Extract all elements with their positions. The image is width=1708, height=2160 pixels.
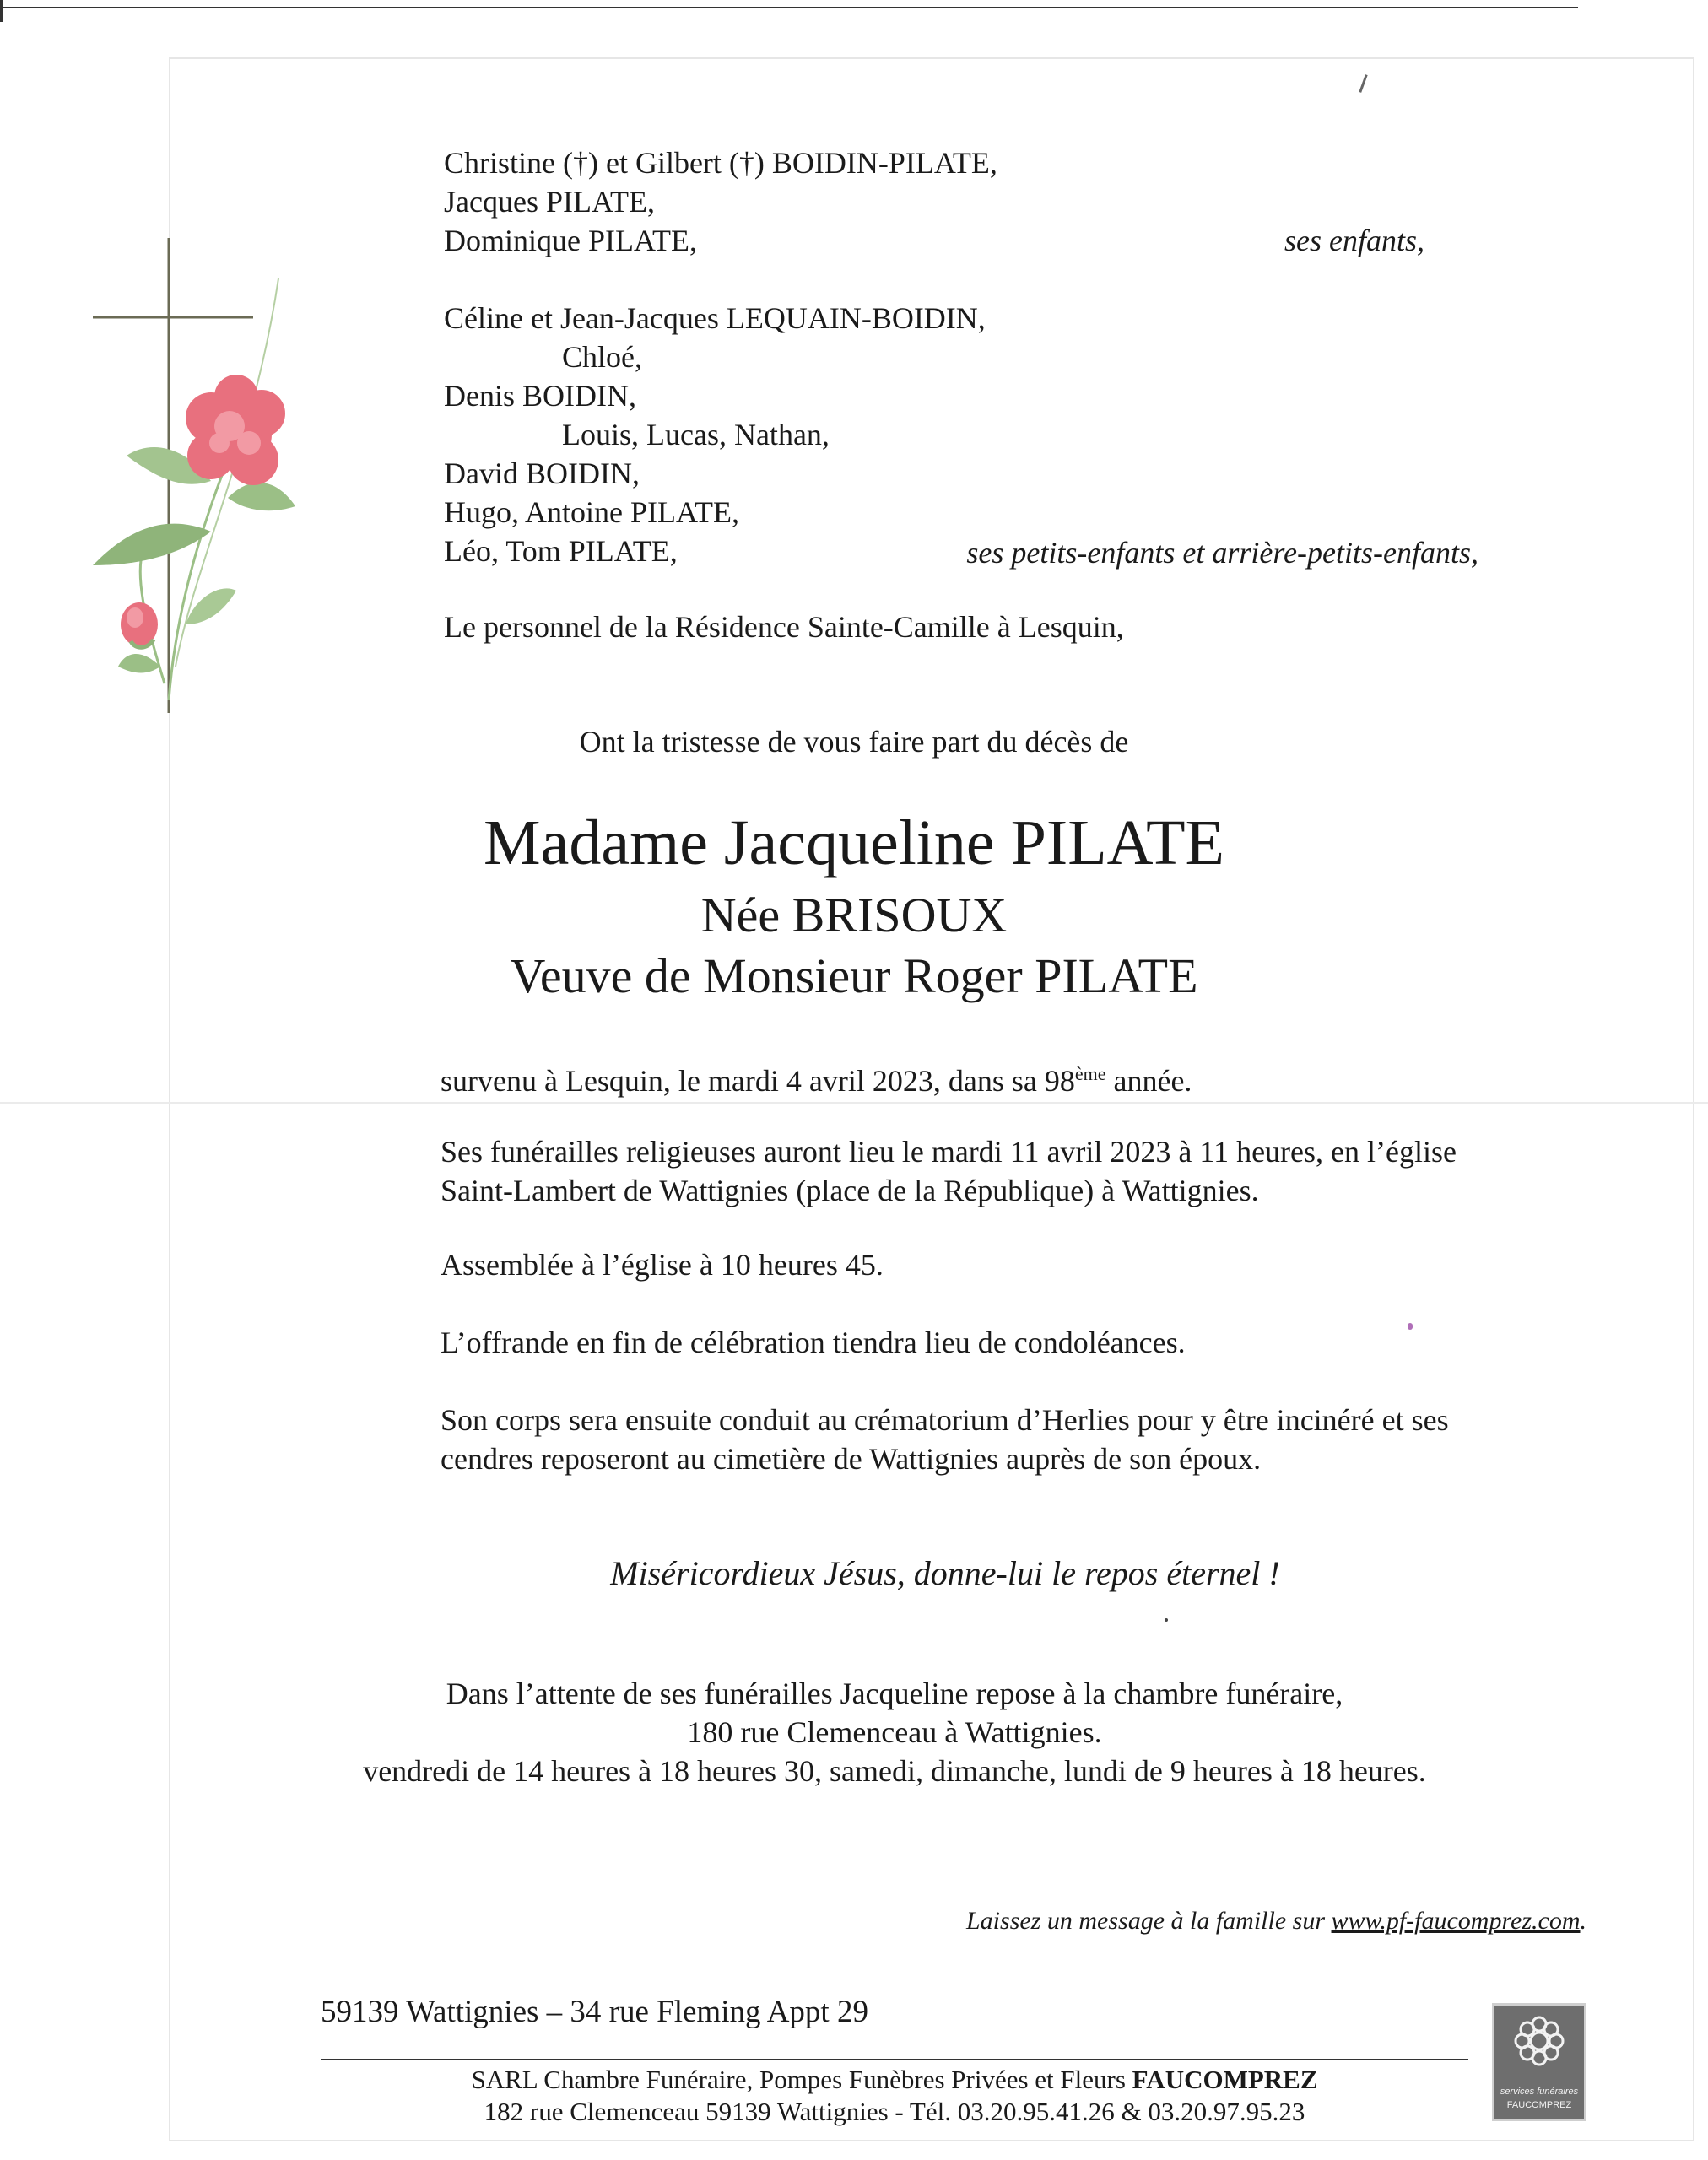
fold-line xyxy=(0,1102,1708,1104)
faucomprez-logo xyxy=(1492,2003,1586,2121)
grandchildren-line: Chloé, xyxy=(562,340,642,374)
ordinal-suffix: ème xyxy=(1074,1063,1106,1084)
offering-line: L’offrande en fin de célébration tiendra lieu de condoléances. xyxy=(441,1326,1186,1359)
death-text: survenu à Lesquin, le mardi 4 avril 2023, dans sa 98 xyxy=(441,1064,1075,1098)
cross-flower-decoration xyxy=(84,228,304,717)
footer-company: SARL Chambre Funéraire, Pompes Funèbres Privées et Fleurs xyxy=(471,2065,1132,2094)
rosette-icon xyxy=(1494,2006,1584,2082)
scan-speck xyxy=(1165,1618,1168,1622)
grandchildren-line: Léo, Tom PILATE, xyxy=(444,534,678,568)
children-line: Christine (†) et Gilbert (†) BOIDIN-PILATE, xyxy=(444,146,997,180)
children-line: Dominique PILATE, xyxy=(444,224,697,257)
grandchildren-line: Louis, Lucas, Nathan, xyxy=(562,418,830,451)
website-link[interactable]: www.pf-faucomprez.com xyxy=(1331,1907,1581,1935)
footer-rule xyxy=(321,2059,1468,2060)
children-line: Jacques PILATE, xyxy=(444,185,655,219)
maiden-name: Née BRISOUX xyxy=(700,888,1008,942)
death-text-end: année. xyxy=(1105,1064,1192,1098)
visitation-line: 180 rue Clemenceau à Wattignies. xyxy=(687,1715,1102,1749)
grandchildren-line: Denis BOIDIN, xyxy=(444,379,636,413)
widow-of: Veuve de Monsieur Roger PILATE xyxy=(510,948,1198,1003)
grandchildren-line: Céline et Jean-Jacques LEQUAIN-BOIDIN, xyxy=(444,301,986,335)
children-label: ses enfants, xyxy=(1284,224,1424,257)
cremation-line: cendres reposeront au cimetière de Wattignies auprès de son époux. xyxy=(441,1442,1262,1476)
grandchildren-line: David BOIDIN, xyxy=(444,456,640,490)
message-line xyxy=(844,1902,1586,1941)
visitation-line: Dans l’attente de ses funérailles Jacqueline repose à la chambre funéraire, xyxy=(446,1677,1343,1710)
message-end: . xyxy=(1580,1907,1586,1935)
prayer-motto: Miséricordieux Jésus, donne-lui le repos éternel ! xyxy=(610,1554,1280,1592)
footer-brand: FAUCOMPREZ xyxy=(1132,2065,1318,2094)
scan-top-border xyxy=(0,7,1578,8)
logo-brand: FAUCOMPREZ xyxy=(1506,2100,1572,2110)
funeral-line: Saint-Lambert de Wattignies (place de la République) à Wattignies. xyxy=(441,1174,1259,1207)
grandchildren-label: ses petits-enfants et arrière-petits-enfants, xyxy=(966,536,1478,570)
scan-left-mark xyxy=(0,0,3,22)
visitation-line: vendredi de 14 heures à 18 heures 30, samedi, dimanche, lundi de 9 heures à 18 heures. xyxy=(363,1754,1426,1788)
deceased-name: Madame Jacqueline PILATE xyxy=(484,807,1224,878)
assembly-line: Assemblée à l’église à 10 heures 45. xyxy=(441,1248,884,1282)
staff-line: Le personnel de la Résidence Sainte-Camille à Lesquin, xyxy=(444,610,1124,644)
death-line xyxy=(441,1061,1192,1100)
announcement-intro: Ont la tristesse de vous faire part du décès de xyxy=(579,725,1129,759)
grandchildren-line: Hugo, Antoine PILATE, xyxy=(444,495,739,529)
footer-line-1 xyxy=(321,2064,1468,2096)
scan-speck xyxy=(1408,1323,1413,1330)
footer-line-2: 182 rue Clemenceau 59139 Wattignies - Tél. 03.20.95.41.26 & 03.20.97.95.23 xyxy=(484,2097,1305,2126)
family-address: 59139 Wattignies – 34 rue Fleming Appt 29 xyxy=(321,1995,868,2029)
cremation-line: Son corps sera ensuite conduit au crématorium d’Herlies pour y être incinéré et ses xyxy=(441,1403,1449,1437)
message-text: Laissez un message à la famille sur xyxy=(966,1907,1332,1935)
logo-tagline: services funéraires xyxy=(1500,2087,1579,2097)
funeral-line: Ses funérailles religieuses auront lieu le mardi 11 avril 2023 à 11 heures, en l’église xyxy=(441,1135,1457,1169)
